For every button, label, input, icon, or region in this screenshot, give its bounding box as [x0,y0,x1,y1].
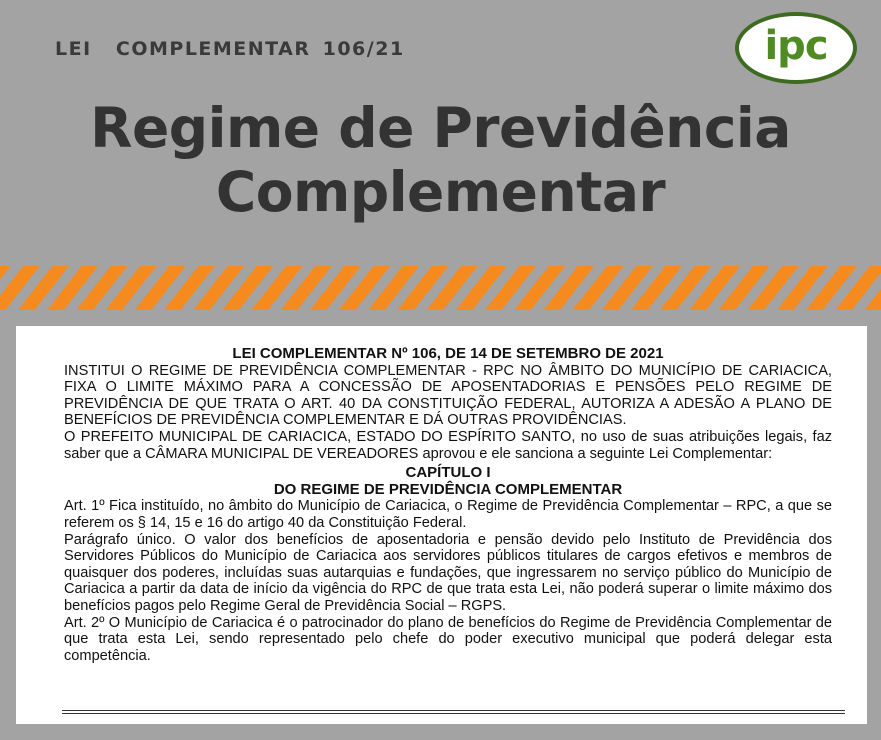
section-heading: DO REGIME DE PREVIDÊNCIA COMPLEMENTAR [273,480,623,498]
law-summary: INSTITUI O REGIME DE PREVIDÊNCIA COMPLEMENTAR - RPC NO ÂMBITO DO MUNICÍPIO DE CARIACICA, FIXA O LIMITE MÁXIMO PARA A CONCESSÃO DE APOSENTADORIAS E PENSÕES PELO REGIME DE PREVIDÊNCIA DE QUE TRATA O ART. 40 DA CONSTITUIÇÃO FEDERAL, AUTORIZA A ADESÃO A PLANO DE BENEFÍCIOS DE PREVIDÊNCIA COMPLEMENTAR E DÁ OUTRAS PROVIDÊNCIAS. [64,362,832,429]
chapter-heading: CAPÍTULO I [405,464,491,482]
law-preamble: O PREFEITO MUNICIPAL DE CARIACICA, ESTADO DO ESPÍRITO SANTO, no uso de suas atribuições legais, faz saber que a CÂMARA MUNICIPAL DE VEREADORES aprovou e ele sanciona a seguinte Lei Complementar: [64,428,832,462]
headline-line-1: Regime de Previdência [90,96,791,160]
article-1: Art. 1º Fica instituído, no âmbito do Município de Cariacica, o Regime de Previdência Complementar – RPC, a que se referem os § 14, 15 e 16 do artigo 40 da Constituição Federal. [64,498,832,531]
headline [0,96,881,224]
top-label: LEI COMPLEMENTAR 106/21 [55,38,405,60]
logo-text: ipc [764,23,828,69]
headline-line-2: Complementar [215,160,666,224]
double-rule-divider [62,710,845,714]
article-1-paragraph: Parágrafo único. O valor dos benefícios de aposentadoria e pensão devido pelo Instituto de Previdência dos Servidores Públicos do Município de Cariacica aos servidores públicos titulares de cargos efetivos e membros de quaisquer dos poderes, incluídas suas autarquias e fundações, que ingressarem no serviço público do Município de Cariacica a partir da data de início da vigência do RPC de que trata esta Lei, não poderá superar o limite máximo dos benefícios pagos pelo Regime Geral de Previdência Social – RGPS. [64,531,832,614]
orange-stripe-band [0,266,881,310]
article-2: Art. 2º O Município de Cariacica é o patrocinador do plano de benefícios do Regime de Previdência Complementar de que trata esta Lei, sendo representado pelo chefe do poder executivo municipal que poderá delegar esta competência. [64,614,832,664]
law-document [16,326,867,724]
ipc-logo [735,12,857,84]
law-title: LEI COMPLEMENTAR Nº 106, DE 14 DE SETEMBRO DE 2021 [232,345,664,362]
